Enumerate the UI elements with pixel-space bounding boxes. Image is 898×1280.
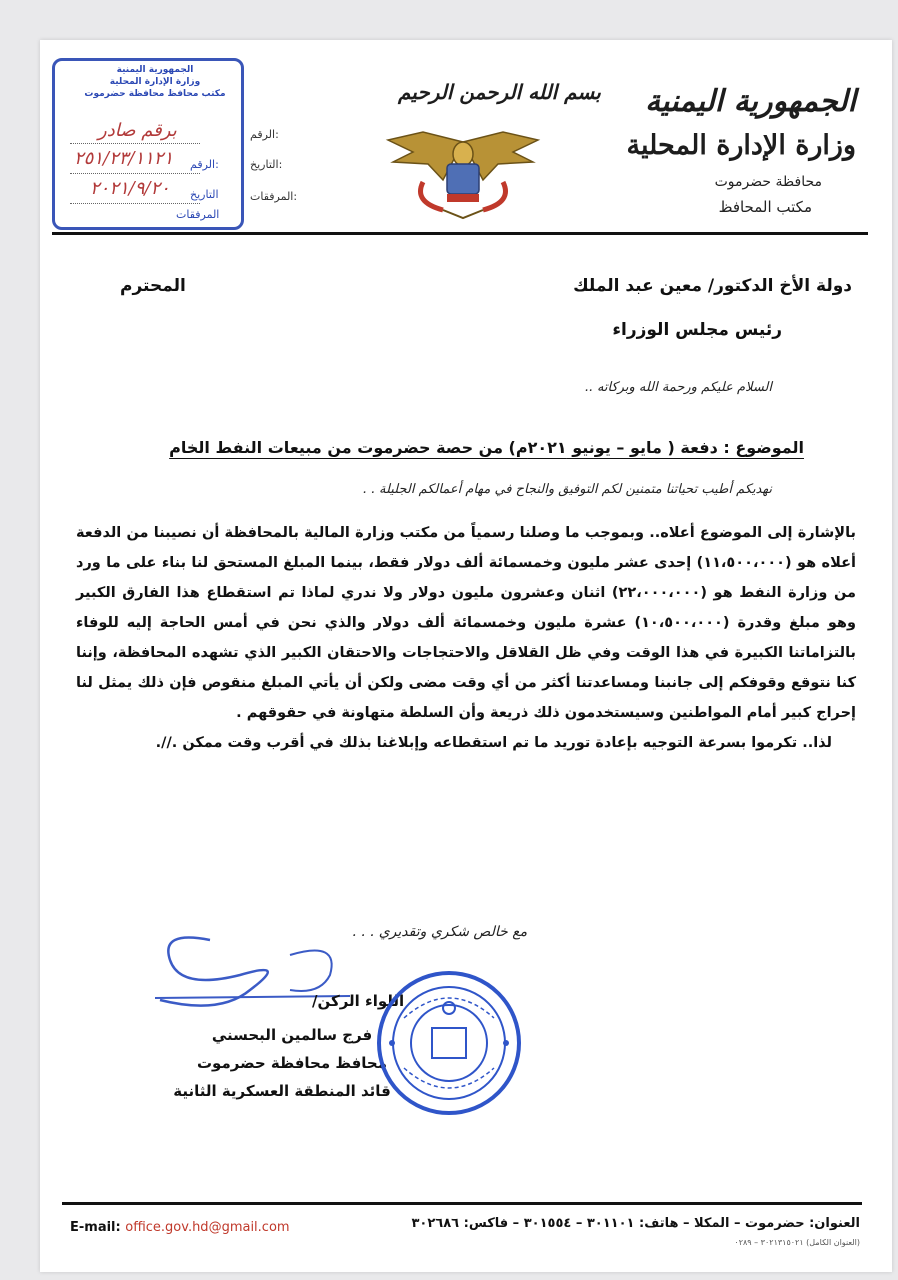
addressee: دولة الأخ الدكتور/ معين عبد الملك: [573, 276, 852, 296]
ref-line: [70, 172, 200, 174]
signatory-title-commander: قائد المنطقة العسكرية الثانية: [173, 1082, 391, 1100]
basmala: بسم الله الرحمن الرحيم: [398, 80, 601, 104]
attachments-label: المرفقات:: [250, 190, 298, 203]
number-value: برقم صادر: [98, 120, 177, 141]
number-label: الرقم:: [250, 128, 279, 141]
stamp-header: الجمهورية اليمنية وزارة الإدارة المحلية مكتب محافظ محافظة حضرموت: [84, 65, 226, 99]
letter-page: [40, 40, 892, 1272]
ministry-title: وزارة الإدارة المحلية: [626, 130, 856, 161]
stamp-attachments-label: المرفقات: [176, 208, 220, 221]
closing-line: مع خالص شكري وتقديري . . .: [352, 924, 528, 940]
email-address: office.gov.hd@gmail.com: [125, 1220, 290, 1235]
ref-label: الرقم:: [190, 158, 219, 171]
date-line: [70, 202, 200, 204]
signatory-title-governor: محافظ محافظة حضرموت: [196, 1054, 387, 1072]
footer-small-print: (العنوان الكامل) ٣٠٢١٣١٥٠٢١ – ٠٢٨٩: [734, 1238, 860, 1247]
greeting: السلام عليكم ورحمة الله وبركاته ..: [584, 380, 772, 395]
body-paragraph: [76, 518, 856, 758]
body-request: لذا.. تكرموا بسرعة التوجيه بإعادة توريد ما تم استقطاعه وإبلاغنا بذلك في أقرب وقت ممكن .//.: [155, 735, 832, 751]
number-line: [70, 142, 200, 144]
office-name: مكتب المحافظ: [718, 198, 812, 216]
governorate-name: محافظة حضرموت: [714, 174, 822, 190]
official-round-seal-icon: [374, 968, 524, 1118]
date-value: ٢٠٢١/٩/٢٠: [90, 178, 170, 199]
republic-title: الجمهورية اليمنية: [645, 84, 856, 119]
stamp-date-label: التاريخ: [190, 188, 219, 201]
body-main: بالإشارة إلى الموضوع أعلاه.. وبموجب ما وصلنا رسمياً من مكتب وزارة المالية بالمحافظة أن نصيبنا من الدفعة أعلاه هو (١١،٥٠٠،٠٠٠) إحدى عشر مليون وخمسمائة ألف دولار فقط، بينما المبلغ المستحق لنا بناء على ما ورد من وزارة النفط هو (٢٢،٠٠٠،٠٠٠) اثنان وعشرون مليون دولار ولا ندري لماذا تم استقطاع هذا الفارق الكبير وهو مبلغ وقدرة (١٠،٥٠٠،٠٠٠) عشرة مليون وخمسمائة ألف دولار والذي نحن في أمس الحاجة إليه للوفاء بالتزاماتنا الكبيرة في هذا الوقت وفي ظل القلاقل والاحتجاجات والاحتقان الكبير الذي تشهده المحافظة، وإننا كنا نتوقع وقوفكم إلى جانبنا ومساعدتنا أكثر من أي وقت مضى ولكن أن يأتي المبلغ منقوص فإن ذلك يمثل لنا إحراج كبير أمام المواطنين وسيستخدمون ذلك ذريعة وأن السلطة متهاونة في حقوقهم .: [76, 525, 857, 721]
yemen-eagle-emblem-icon: [383, 122, 543, 222]
footer-address: العنوان: حضرموت – المكلا – هاتف: ٣٠١١٠١ – ٣٠١٥٥٤ – فاكس: ٣٠٢٦٨٦: [411, 1216, 860, 1231]
email-label: E-mail:: [70, 1220, 121, 1235]
signatory-name: فرج سالمين البحسني: [211, 1026, 373, 1044]
respected-label: المحترم: [120, 276, 186, 296]
footer-rule: [62, 1202, 862, 1205]
signatory-rank: اللواء الركن/: [312, 992, 405, 1010]
ref-value: ٢٥١/٢٣/١١٢١: [74, 148, 174, 169]
subject-line: الموضوع : دفعة ( مايو – يونيو ٢٠٢١م) من حصة حضرموت من مبيعات النفط الخام: [169, 438, 804, 457]
date-label: التاريخ:: [250, 158, 283, 171]
wishes-line: نهديكم أطيب تحياتنا متمنين لكم التوفيق والنجاح في مهام أعمالكم الجليلة . .: [362, 482, 772, 497]
footer-email: [70, 1220, 290, 1235]
addressee-title: رئيس مجلس الوزراء: [612, 320, 782, 340]
header-rule: [52, 232, 868, 235]
